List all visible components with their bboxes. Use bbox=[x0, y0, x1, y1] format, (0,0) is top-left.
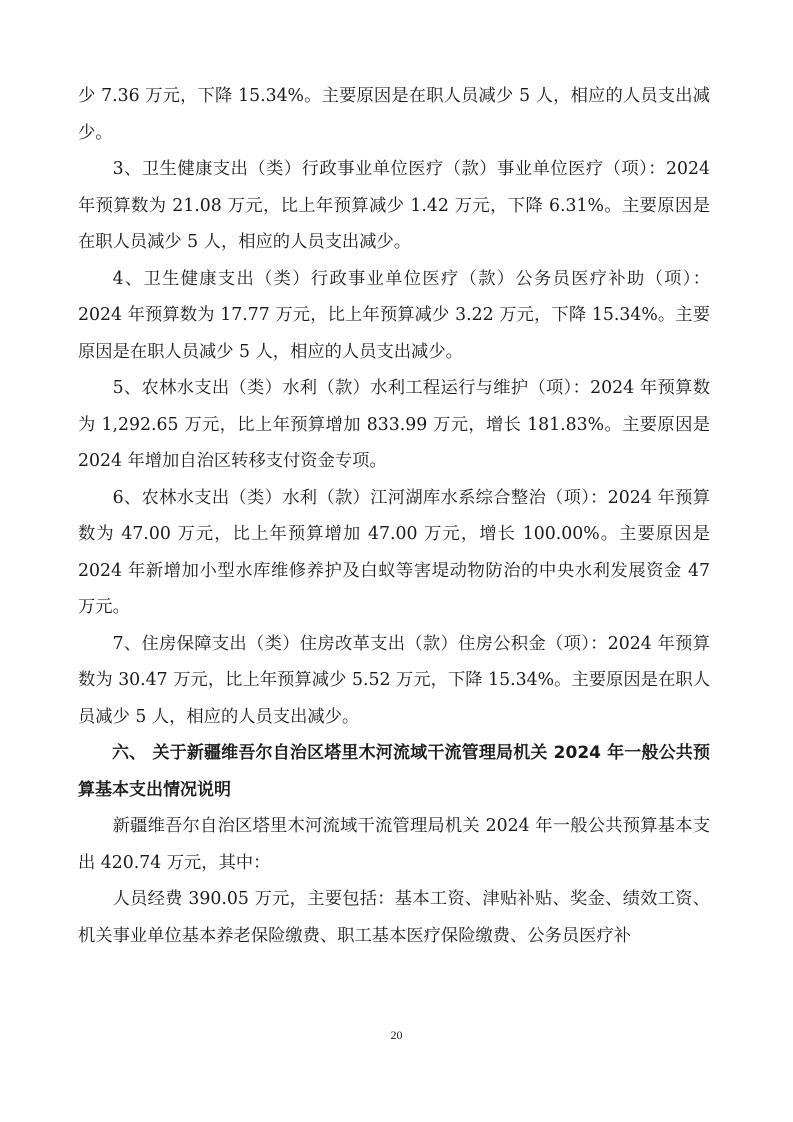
item-paragraph-5: 5、农林水支出（类）水利（款）水利工程运行与维护（项）：2024 年预算数为 1,292.65 万元，比上年预算增加 833.99 万元，增长 181.83%。主要原因是 2024 年增加自治区转移支付资金专项。 bbox=[78, 378, 710, 471]
continuation-paragraph: 少 7.36 万元，下降 15.34%。主要原因是在职人员减少 5 人，相应的人员支出减少。 bbox=[78, 86, 710, 143]
item-paragraph-6: 6、农林水支出（类）水利（款）江河湖库水系综合整治（项）：2024 年预算数为 47.00 万元，比上年预算增加 47.00 万元，增长 100.00%。主要原因是 2024 年新增加小型水库维修养护及白蚁等害堤动物防治的中央水利发展资金 47 万元。 bbox=[78, 487, 710, 617]
section-paragraph-personnel: 人员经费 390.05 万元，主要包括：基本工资、津贴补贴、奖金、绩效工资、机关事业单位基本养老保险缴费、职工基本医疗保险缴费、公务员医疗补 bbox=[78, 889, 710, 946]
page-number: 20 bbox=[390, 1028, 403, 1042]
section-paragraph-summary: 新疆维吾尔自治区塔里木河流域干流管理局机关 2024 年一般公共预算基本支出 420.74 万元，其中： bbox=[78, 816, 710, 873]
item-paragraph-4: 4、卫生健康支出（类）行政事业单位医疗（款）公务员医疗补助（项）：2024 年预算数为 17.77 万元，比上年预算减少 3.22 万元，下降 15.34%。主要原因是在职人员减少 5 人，相应的人员支出减少。 bbox=[78, 268, 710, 362]
document-body bbox=[78, 78, 710, 954]
item-paragraph-7: 7、住房保障支出（类）住房改革支出（款）住房公积金（项）：2024 年预算数为 30.47 万元，比上年预算减少 5.52 万元，下降 15.34%。主要原因是在职人员减少 5 人，相应的人员支出减少。 bbox=[78, 633, 710, 727]
section-heading: 六、 关于新疆维吾尔自治区塔里木河流域干流管理局机关 2024 年一般公共预算基本支出情况说明 bbox=[78, 743, 710, 800]
item-paragraph-3: 3、卫生健康支出（类）行政事业单位医疗（款）事业单位医疗（项）：2024 年预算数为 21.08 万元，比上年预算减少 1.42 万元，下降 6.31%。主要原因是在职人员减少 5 人，相应的人员支出减少。 bbox=[78, 159, 710, 252]
